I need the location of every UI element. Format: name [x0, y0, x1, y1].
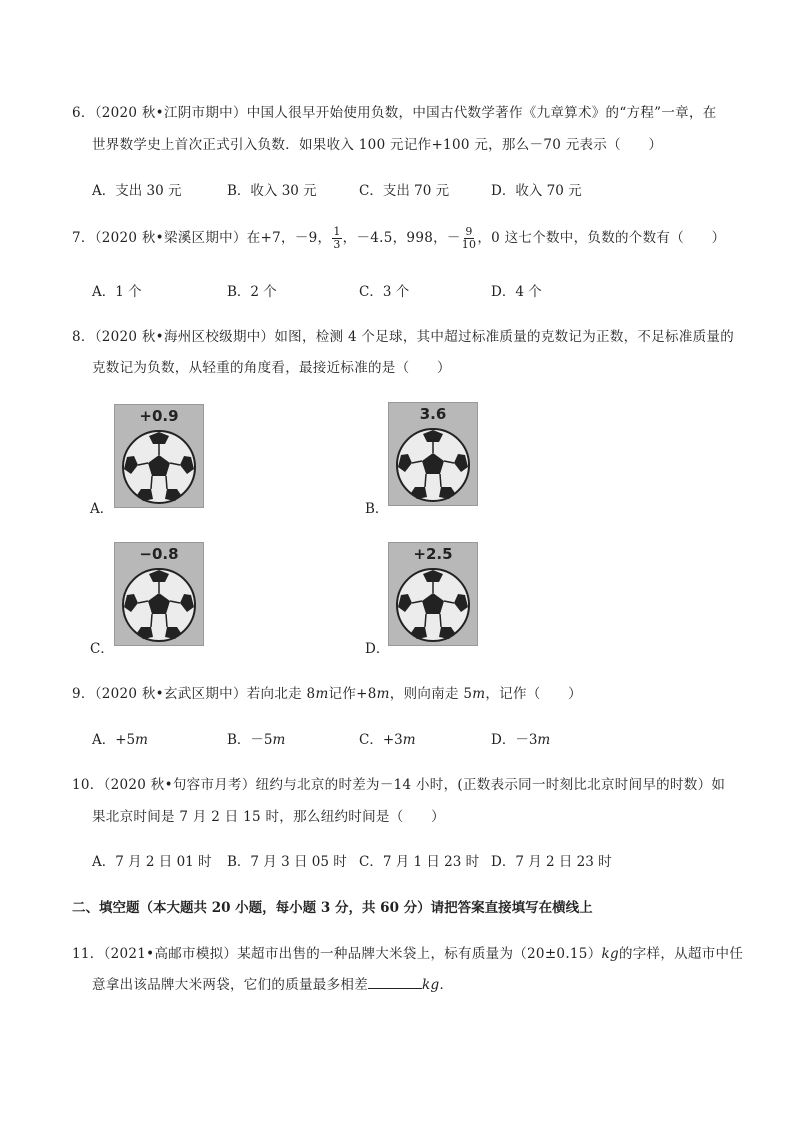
soccer-ball-icon	[121, 429, 197, 505]
q9-unit-m: m	[315, 686, 329, 702]
q7-line1	[72, 226, 725, 251]
q9-option-a-value: A．+5	[92, 732, 136, 748]
q11-line1	[72, 942, 743, 962]
soccer-ball-image-b	[388, 402, 478, 506]
q10-line2: 果北京时间是 7 月 2 日 15 时，那么纽约时间是（ ）	[92, 809, 445, 825]
q11-answer-blank[interactable]	[368, 976, 422, 989]
q7-frac2-denominator: 10	[461, 238, 477, 251]
q7-suffix: ，0 这七个数中，负数的个数有（ ）	[477, 230, 726, 246]
q9-option-c-value: C．+3	[359, 732, 403, 748]
q6-line2: 世界数学史上首次正式引入负数．如果收入 100 元记作+100 元，那么－70 元表示（ ）	[92, 137, 663, 153]
ball-a-label: A．	[90, 501, 114, 517]
q11-line1-a: 11．（2021•高邮市模拟）某超市出售的一种品牌大米袋上，标有质量为（20±0.15）	[72, 946, 602, 962]
q7-option-d: D．4 个	[491, 284, 542, 300]
q11-unit-kg: kg	[422, 977, 440, 993]
q11-line2	[92, 973, 453, 993]
q9-option-c	[359, 728, 491, 748]
q9-option-b-value: B．－5	[227, 732, 273, 748]
soccer-ball-image-d	[388, 542, 478, 646]
q7-frac1-numerator: 1	[333, 225, 341, 238]
q10-option-d: D．7 月 2 日 23 时	[491, 854, 612, 870]
q9-option-a	[92, 728, 227, 748]
section-heading-fill-in-blank: 二、填空题（本大题共 20 小题，每小题 3 分，共 60 分）请把答案直接填写在横线上	[72, 900, 593, 916]
soccer-ball-icon	[121, 567, 197, 643]
q9-option-b-unit: m	[272, 732, 286, 748]
q9-unit-m: m	[472, 686, 486, 702]
q9-option-d-unit: m	[537, 732, 551, 748]
q11-line2-b: ．	[439, 977, 454, 993]
q6-line1: 6．（2020 秋•江阴市期中）中国人很早开始使用负数，中国古代数学著作《九章算术》的“方程”一章，在	[72, 105, 717, 121]
q7-fraction-nine-tenths	[462, 226, 477, 251]
q9-line1	[72, 682, 582, 702]
q8-line2: 克数记为负数，从轻重的角度看，最接近标准的是（ ）	[92, 360, 451, 376]
soccer-ball-image-a	[114, 404, 204, 508]
q9-text-a: 9．（2020 秋•玄武区期中）若向北走 8	[72, 686, 316, 702]
q7-frac1-denominator: 3	[333, 238, 341, 251]
ball-d-value: +2.5	[413, 545, 453, 563]
q6-option-c: C．支出 70 元	[359, 183, 450, 199]
q9-option-c-unit: m	[402, 732, 416, 748]
q11-line1-b: 的字样，从超市中任	[618, 946, 744, 962]
q10-option-a: A．7 月 2 日 01 时	[92, 854, 212, 870]
q7-option-b: B．2 个	[227, 284, 277, 300]
ball-c-value: −0.8	[139, 545, 179, 563]
q10-option-c: C．7 月 1 日 23 时	[359, 854, 480, 870]
q11-line2-a: 意拿出该品牌大米两袋，它们的质量最多相差	[92, 977, 368, 993]
q10-option-b: B．7 月 3 日 05 时	[227, 854, 347, 870]
q11-unit-kg: kg	[601, 946, 619, 962]
q9-text-d: ，记作（ ）	[485, 686, 582, 702]
q7-prefix: 7．（2020 秋•梁溪区期中）在+7，－9，	[72, 230, 332, 246]
soccer-ball-icon	[395, 427, 471, 503]
q7-option-c: C．3 个	[359, 284, 410, 300]
q9-text-b: 记作+8	[328, 686, 377, 702]
q7-option-a: A．1 个	[92, 284, 142, 300]
q7-fraction-one-third	[332, 226, 341, 251]
q10-options	[92, 850, 612, 870]
soccer-ball-image-c	[114, 542, 204, 646]
q7-options	[92, 280, 542, 300]
ball-b-label: B．	[365, 501, 389, 517]
q9-option-d	[491, 728, 550, 748]
soccer-ball-icon	[395, 567, 471, 643]
q9-text-c: ，则向南走 5	[389, 686, 473, 702]
q9-option-d-value: D．－3	[491, 732, 538, 748]
q9-options	[92, 728, 550, 748]
q6-options	[92, 179, 582, 199]
q6-option-b: B．收入 30 元	[227, 183, 317, 199]
q9-unit-m: m	[376, 686, 390, 702]
ball-b-value: 3.6	[419, 405, 447, 423]
q9-option-b	[227, 728, 359, 748]
ball-d-label: D．	[365, 641, 390, 657]
q6-option-d: D．收入 70 元	[491, 183, 582, 199]
q10-line1: 10．（2020 秋•句容市月考）纽约与北京的时差为－14 小时，(正数表示同一时刻比北京时间早的时数）如	[72, 777, 726, 793]
q6-option-a: A．支出 30 元	[92, 183, 182, 199]
q8-line1: 8．（2020 秋•海州区校级期中）如图，检测 4 个足球，其中超过标准质量的克数记为正数，不足标准质量的	[72, 329, 735, 345]
ball-c-label: C．	[90, 641, 114, 657]
q9-option-a-unit: m	[135, 732, 148, 748]
q7-frac2-numerator: 9	[465, 225, 473, 238]
q7-mid: ，－4.5，998，－	[342, 230, 461, 246]
ball-a-value: +0.9	[139, 407, 179, 425]
